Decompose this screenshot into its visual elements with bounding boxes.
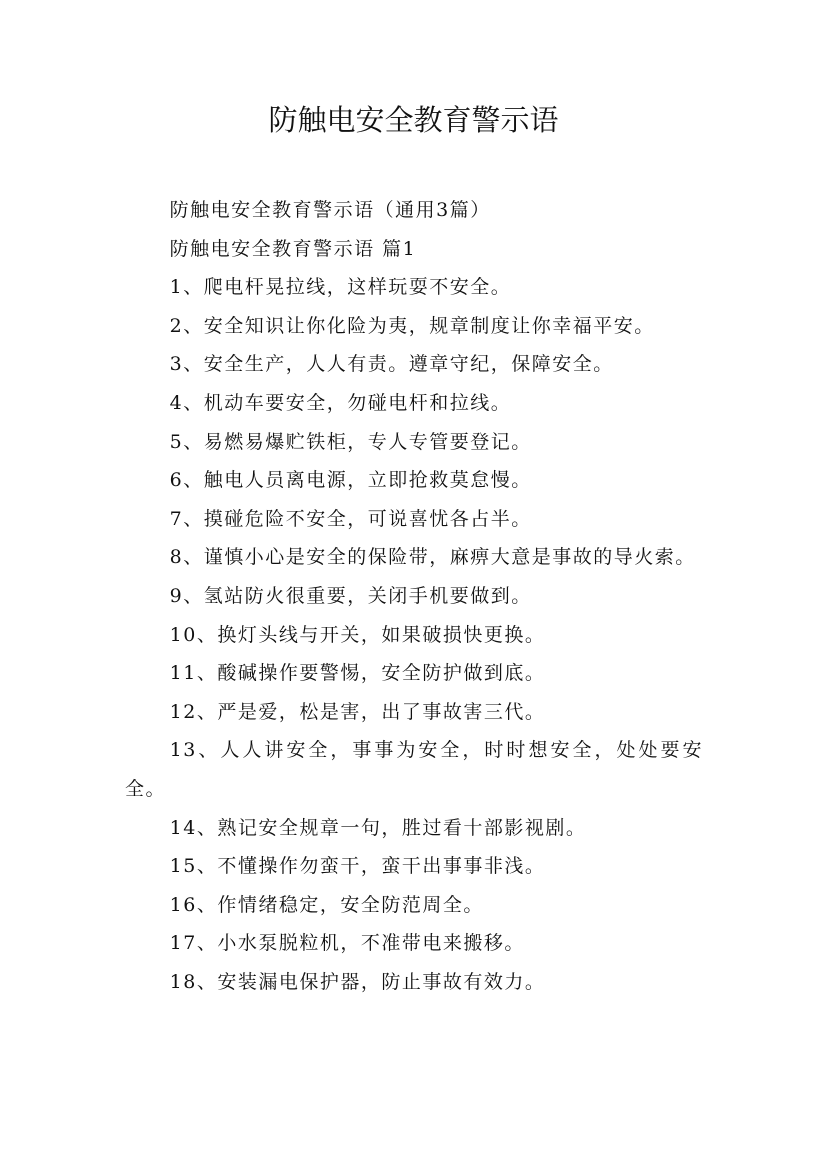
list-item: 15、不懂操作勿蛮干，蛮干出事事非浅。	[169, 855, 546, 878]
list-item: 2、安全知识让你化险为夷，规章制度让你幸福平安。	[169, 314, 655, 337]
list-item: 16、作情绪稳定，安全防范周全。	[169, 893, 484, 916]
document-title: 防触电安全教育警示语	[268, 103, 559, 137]
list-item: 6、触电人员离电源，立即抢救莫怠慢。	[169, 469, 532, 492]
list-item: 13、人人讲安全，事事为安全，时时想安全，处处要安全。	[125, 739, 703, 800]
list-item: 10、换灯头线与开关，如果破损快更换。	[169, 623, 546, 646]
list-item: 18、安装漏电保护器，防止事故有效力。	[169, 970, 546, 993]
list-item: 5、易燃易爆贮铁柜，专人专管要登记。	[169, 430, 532, 453]
document-body	[125, 191, 703, 1001]
list-item: 8、谨慎小心是安全的保险带，麻痹大意是事故的导火索。	[169, 546, 696, 569]
paragraph-section-heading: 防触电安全教育警示语 篇1	[169, 237, 417, 260]
list-item: 7、摸碰危险不安全，可说喜忧各占半。	[169, 507, 532, 530]
list-item: 14、熟记安全规章一句，胜过看十部影视剧。	[169, 816, 587, 839]
list-item: 17、小水泵脱粒机，不准带电来搬移。	[169, 932, 525, 955]
list-item: 9、氢站防火很重要，关闭手机要做到。	[169, 584, 532, 607]
list-item: 11、酸碱操作要警惕，安全防护做到底。	[169, 662, 546, 685]
list-item: 12、严是爱，松是害，出了事故害三代。	[169, 700, 546, 723]
list-item: 3、安全生产，人人有责。遵章守纪，保障安全。	[169, 353, 614, 376]
list-item: 1、爬电杆晃拉线，这样玩耍不安全。	[169, 276, 512, 299]
paragraph-subtitle: 防触电安全教育警示语（通用3篇）	[169, 199, 491, 221]
list-item: 4、机动车要安全，勿碰电杆和拉线。	[169, 391, 512, 414]
